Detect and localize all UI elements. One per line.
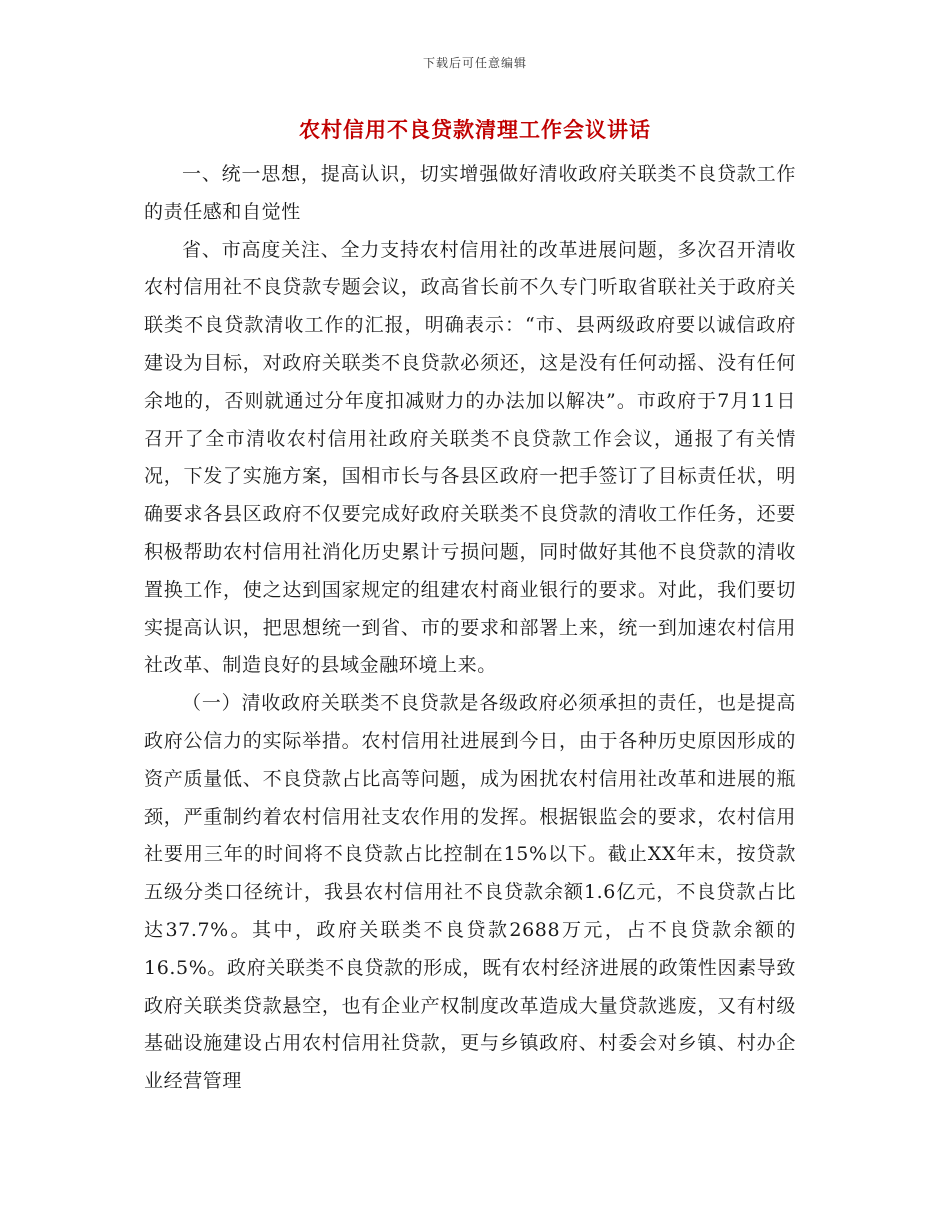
document-body (144, 156, 796, 1101)
body-paragraph: 省、市高度关注、全力支持农村信用社的改革进展问题，多次召开清收农村信用社不良贷款专题会议，政高省长前不久专门听取省联社关于政府关联类不良贷款清收工作的汇报，明确表示：“市、县两级政府要以诚信政府建设为目标，对政府关联类不良贷款必须还，这是没有任何动摇、没有任何余地的，否则就通过分年度扣减财力的办法加以解决”。市政府于7月11日召开了全市清收农村信用社政府关联类不良贷款工作会议，通报了有关情况，下发了实施方案，国相市长与各县区政府一把手签订了目标责任状，明确要求各县区政府不仅要完成好政府关联类不良贷款的清收工作任务，还要积极帮助农村信用社消化历史累计亏损问题，同时做好其他不良贷款的清收置换工作，使之达到国家规定的组建农村商业银行的要求。对此，我们要切实提高认识，把思想统一到省、市的要求和部署上来，统一到加速农村信用社改革、制造良好的县域金融环境上来。 (144, 238, 796, 677)
section-heading: 一、统一思想，提高认识，切实增强做好清收政府关联类不良贷款工作的责任感和自觉性 (144, 163, 796, 223)
document-title: 农村信用不良贷款清理工作会议讲话 (299, 117, 651, 142)
header-note: 下载后可任意编辑 (422, 56, 527, 70)
body-paragraph: （一）清收政府关联类不良贷款是各级政府必须承担的责任，也是提高政府公信力的实际举措。农村信用社进展到今日，由于各种历史原因形成的资产质量低、不良贷款占比高等问题，成为困扰农村信用社改革和进展的瓶颈，严重制约着农村信用社支农作用的发挥。根据银监会的要求，农村信用社要用三年的时间将不良贷款占比控制在15%以下。截止XX年末，按贷款五级分类口径统计，我县农村信用社不良贷款余额1.6亿元，不良贷款占比达37.7%。其中，政府关联类不良贷款2688万元，占不良贷款余额的16.5%。政府关联类不良贷款的形成，既有农村经济进展的政策性因素导致政府关联类贷款悬空，也有企业产权制度改革造成大量贷款逃废，又有村级基础设施建设占用农村信用社贷款，更与乡镇政府、村委会对乡镇、村办企业经营管理 (144, 692, 796, 1093)
